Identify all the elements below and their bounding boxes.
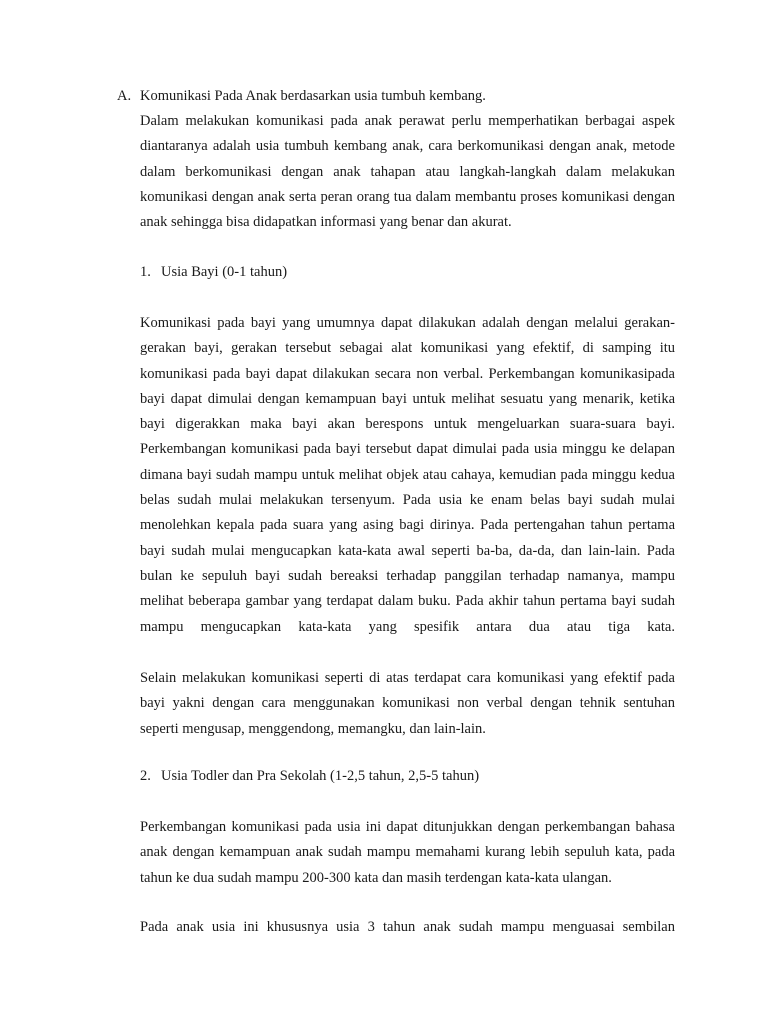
- section-title: Komunikasi Pada Anak berdasarkan usia tumbuh kembang.: [140, 88, 486, 104]
- item1-paragraph-2: Selain melakukan komunikasi seperti di atas terdapat cara komunikasi yang efektif pada bayi yakni dengan cara menggunakan komunikasi non verbal dengan tehnik sentuhan seperti mengusap, menggendong, memangku, dan lain-lain.: [140, 670, 675, 737]
- item1-number: 1.: [140, 264, 151, 280]
- item2-number: 2.: [140, 768, 151, 784]
- item1-heading: [140, 262, 287, 282]
- item2-paragraph-1: Perkembangan komunikasi pada usia ini dapat ditunjukkan dengan perkembangan bahasa anak dengan kemampuan anak sudah mampu memahami kurang lebih sepuluh kata, pada tahun ke dua sudah mampu 200-300 kata dan masih terdengan kata-kata ulangan.: [140, 819, 675, 886]
- item2-heading: [140, 766, 479, 786]
- section-heading: [117, 86, 677, 106]
- item1-title: Usia Bayi (0-1 tahun): [161, 264, 288, 280]
- section-intro-paragraph: Dalam melakukan komunikasi pada anak perawat perlu memperhatikan berbagai aspek diantaranya adalah usia tumbuh kembang anak, cara berkomunikasi dengan anak, metode dalam berkomunikasi dengan anak tahapan atau langkah-langkah dalam melakukan komunikasi dengan anak serta peran orang tua dalam membantu proses komunikasi dengan anak sehingga bisa didapatkan informasi yang benar dan akurat.: [140, 113, 675, 231]
- section-marker: A.: [117, 88, 132, 104]
- item2-title: Usia Todler dan Pra Sekolah (1-2,5 tahun, 2,5-5 tahun): [161, 768, 480, 784]
- item2-paragraph-2: Pada anak usia ini khususnya usia 3 tahun anak sudah mampu menguasai sembilan: [140, 919, 675, 935]
- item1-paragraph-1: Komunikasi pada bayi yang umumnya dapat dilakukan adalah dengan melalui gerakan-gerakan bayi, gerakan tersebut sebagai alat komunikasi yang efektif, di samping itu komunikasi pada bayi dapat dilakukan secara non verbal. Perkembangan komunikasipada bayi dapat dimulai dengan kemampuan bayi untuk melihat sesuatu yang menarik, ketika bayi digerakkan maka bayi akan berespons untuk mengeluarkan suara-suara bayi. Perkembangan komunikasi pada bayi tersebut dapat dimulai pada usia minggu ke delapan dimana bayi sudah mampu untuk melihat objek atau cahaya, kemudian pada minggu kedua belas sudah mulai melakukan tersenyum. Pada usia ke enam belas bayi sudah mulai menolehkan kepala pada suara yang asing bagi dirinya. Pada pertengahan tahun pertama bayi sudah mulai mengucapkan kata-kata awal seperti ba-ba, da-da, dan lain-lain. Pada bulan ke sepuluh bayi sudah bereaksi terhadap panggilan terhadap namanya, mampu melihat beberapa gambar yang terdapat dalam buku. Pada akhir tahun pertama bayi sudah mampu mengucapkan kata-kata yang spesifik antara dua atau tiga kata.: [140, 315, 675, 635]
